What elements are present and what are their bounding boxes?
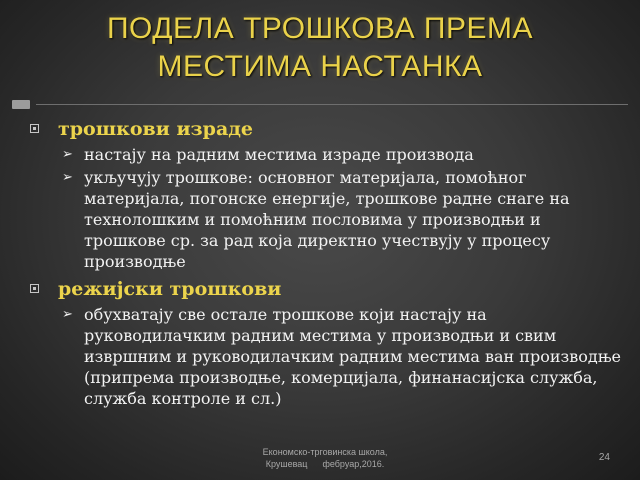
section-production-costs xyxy=(28,116,624,272)
slide-footer xyxy=(220,446,430,470)
section-heading xyxy=(28,116,624,142)
section-heading-text: трошкови израде xyxy=(58,118,254,140)
arrow-bullet-icon: ➢ xyxy=(62,170,73,185)
slide-title xyxy=(20,10,620,86)
section-overhead-costs xyxy=(28,276,624,409)
list-item-text: обухватају све остале трошкове који настају на руководилачким радним местима у производњи и свим извршним и руководилачким радним местима ван производње (припрема производње, комерцијала, финанасијска служба, служба контроле и сл.) xyxy=(84,305,621,408)
section-items xyxy=(28,304,624,409)
list-item xyxy=(28,144,624,165)
accent-bar xyxy=(12,100,30,109)
section-heading xyxy=(28,276,624,302)
arrow-bullet-icon: ➢ xyxy=(62,147,73,162)
list-item xyxy=(28,304,624,409)
divider-line xyxy=(36,104,628,105)
list-item-text: настају на радним местима израде производа xyxy=(84,145,474,164)
title-line-1: ПОДЕЛА ТРОШКОВА ПРЕМА xyxy=(106,12,534,45)
list-item xyxy=(28,167,624,272)
footer-line-1: Економско-трговинска школа, xyxy=(262,447,388,457)
square-bullet-icon xyxy=(30,284,39,293)
section-heading-text: режијски трошкови xyxy=(58,278,282,300)
title-line-2: МЕСТИМА НАСТАНКА xyxy=(157,50,483,83)
slide-content xyxy=(28,116,624,411)
arrow-bullet-icon: ➢ xyxy=(62,307,73,322)
list-item-text: укључују трошкове: основног материјала, помоћног материјала, погонске енергије, трошкове радне снаге на технолошким и помоћним пословима у производњи и трошкове ср. за рад која директно учествују у процесу производње xyxy=(84,168,570,271)
square-bullet-icon xyxy=(30,124,39,133)
page-number: 24 xyxy=(598,452,610,463)
section-items xyxy=(28,144,624,272)
footer-line-2: Крушевац фебруар,2016. xyxy=(265,459,385,469)
